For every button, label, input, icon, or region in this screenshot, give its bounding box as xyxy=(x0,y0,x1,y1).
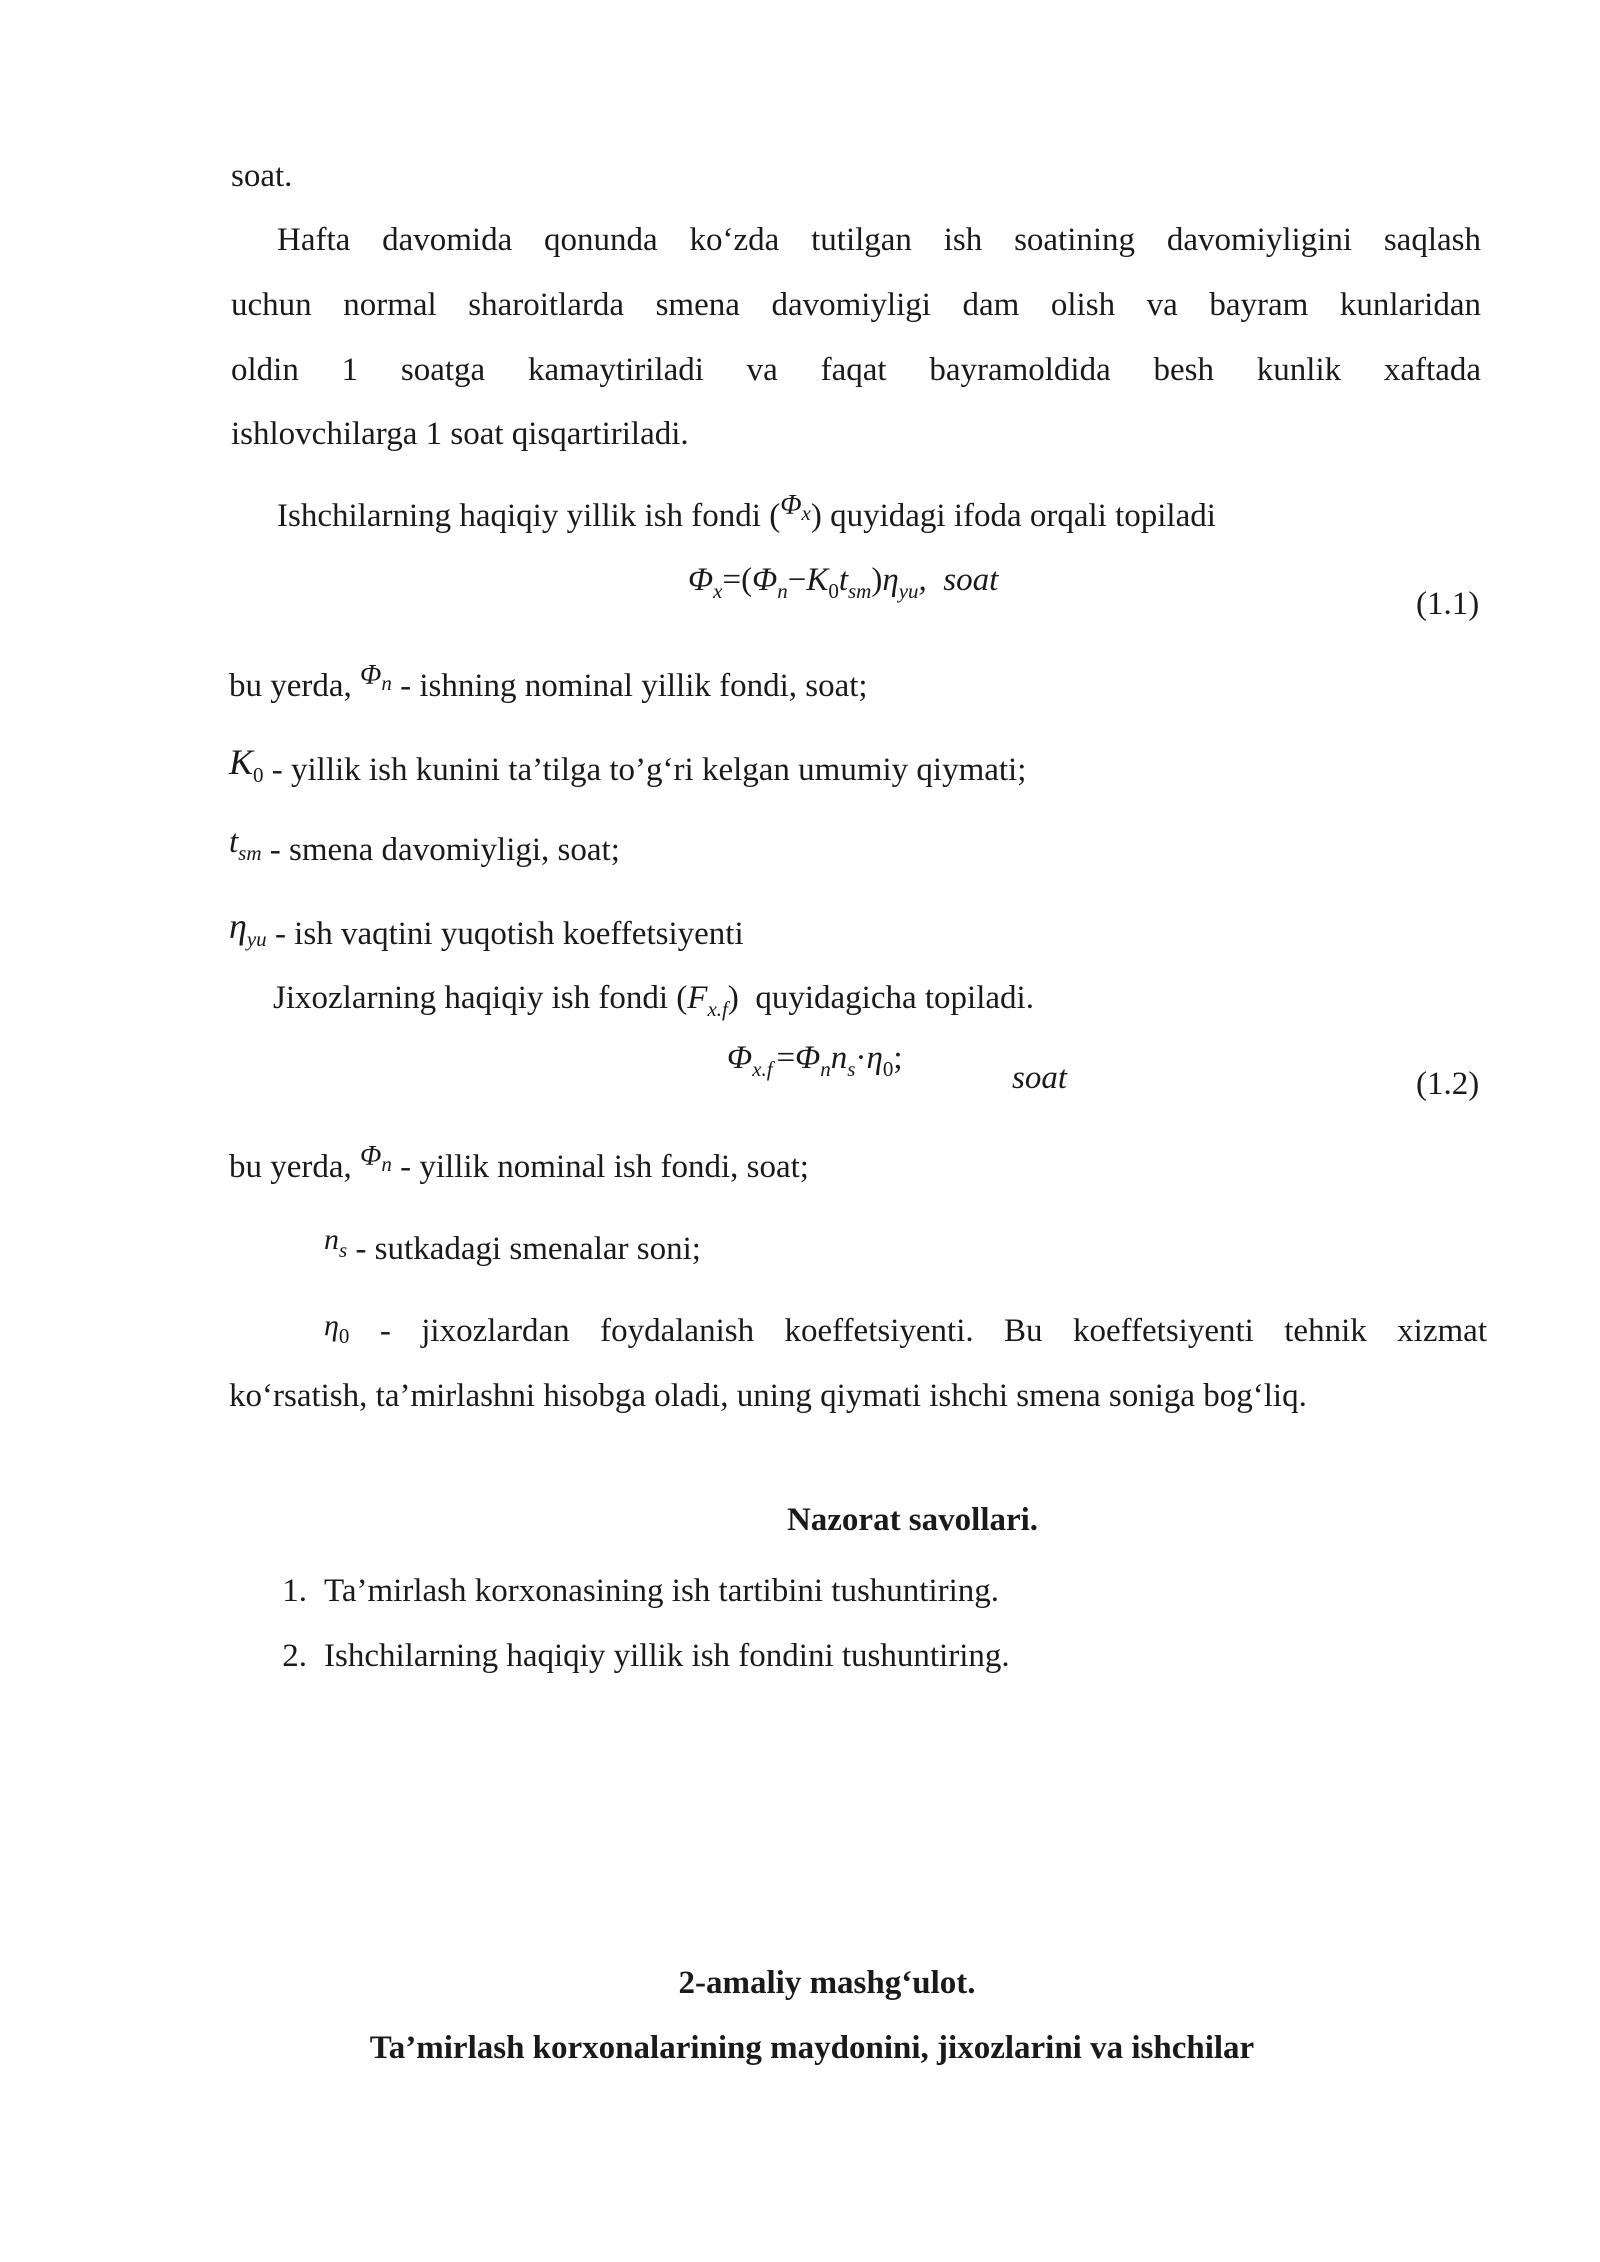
paragraph-line: Hafta davomida qonunda ko‘zda tutilgan ish soatining davomiyligini saqlash xyxy=(277,222,1481,258)
list-text: Ta’mirlash korxonasining ish tartibini tushuntiring. xyxy=(324,1573,1000,1609)
formula-symbol: η xyxy=(882,562,899,598)
formula-subscript: sm xyxy=(848,579,872,603)
paragraph-tail: soat. xyxy=(231,158,293,194)
definition-prefix: bu yerda, xyxy=(229,668,361,704)
definition-subscript: 0 xyxy=(338,1324,350,1348)
definition-phi-n-2 xyxy=(229,1143,809,1194)
definition-prefix: bu yerda, xyxy=(229,1149,361,1185)
formula1-intro xyxy=(277,492,1216,543)
definition-subscript: n xyxy=(381,1152,392,1176)
paragraph-line: uchun normal sharoitlarda smena davomiyligi dam olish va bayram kunlaridan xyxy=(231,287,1481,323)
formula-symbol: η xyxy=(866,1040,883,1076)
phi-symbol: Φ xyxy=(780,490,802,521)
definition-eta-yu xyxy=(229,908,744,961)
definition-eta0 xyxy=(324,1299,1487,1367)
f-symbol: F xyxy=(687,980,708,1016)
formula2-intro xyxy=(273,974,1034,1025)
definition-text: - smena davomiyligi, soat; xyxy=(261,832,620,868)
control-questions-title: Nazorat savollari. xyxy=(786,1502,1039,1538)
definition-text: - ish vaqtini yuqotish koeffetsiyenti xyxy=(266,916,744,952)
definition-symbol: Φ xyxy=(360,660,382,691)
intro-text: Jixozlarning haqiqiy ish fondi ( xyxy=(273,980,688,1016)
intro-text-end: ) quyidagicha topiladi. xyxy=(727,980,1034,1016)
section-title: 2-amaliy mashg‘ulot. xyxy=(678,1965,976,2001)
equation-number-1-2: (1.2) xyxy=(1416,1066,1480,1102)
definition-symbol: η xyxy=(324,1309,339,1342)
formula-subscript: x xyxy=(713,579,723,603)
formula-operator: · xyxy=(855,1040,867,1076)
intro-text-end: ) quyidagi ifoda orqali topiladi xyxy=(810,498,1216,534)
formula-operator: ; xyxy=(893,1040,903,1076)
list-number: 1. xyxy=(282,1573,307,1609)
definition-symbol: t xyxy=(229,824,239,860)
intro-text: Ishchilarning haqiqiy yillik ish fondi ( xyxy=(277,498,781,534)
definition-text: - yillik nominal ish fondi, soat; xyxy=(391,1149,809,1185)
f-subscript: x.f xyxy=(707,997,728,1021)
formula-symbol: Φ xyxy=(727,1040,753,1076)
control-question-item xyxy=(277,1632,1010,1680)
formula-1-1 xyxy=(688,562,999,603)
definition-symbol: K xyxy=(229,742,254,782)
formula-subscript: 0 xyxy=(882,1057,894,1081)
definition-tsm xyxy=(229,826,620,877)
formula-symbol: Φ xyxy=(795,1040,821,1076)
formula-symbol: K xyxy=(806,562,829,598)
definition-subscript: s xyxy=(339,1238,348,1262)
section-subtitle: Ta’mirlash korxonalarining maydonini, jixozlarini va ishchilar xyxy=(369,2030,1255,2066)
formula-subscript: n xyxy=(777,579,788,603)
formula-operator: =( xyxy=(722,562,753,598)
formula-subscript: 0 xyxy=(828,579,839,603)
formula-operator: − xyxy=(787,562,807,598)
formula-1-2 xyxy=(727,1040,903,1081)
definition-subscript: n xyxy=(381,671,392,695)
definition-phi-n xyxy=(229,662,868,713)
paragraph-work-hours xyxy=(231,208,1481,403)
definition-symbol: Φ xyxy=(360,1141,382,1172)
definition-subscript: sm xyxy=(238,841,262,865)
equation-number-1-1: (1.1) xyxy=(1416,586,1480,622)
definition-subscript: yu xyxy=(246,927,267,951)
formula-symbol: Φ xyxy=(688,562,714,598)
formula-unit: , soat xyxy=(918,562,999,598)
formula-subscript: yu xyxy=(898,579,919,603)
formula-symbol: t xyxy=(838,562,848,598)
definition-ns xyxy=(324,1225,701,1276)
definition-k0 xyxy=(229,744,1026,797)
definition-symbol: η xyxy=(229,906,247,946)
formula-subscript: s xyxy=(847,1057,856,1081)
formula-1-2-unit: soat xyxy=(1012,1060,1068,1096)
list-text: Ishchilarning haqiqiy yillik ish fondini tushuntiring. xyxy=(324,1638,1010,1674)
formula-subscript: n xyxy=(820,1057,831,1081)
control-question-item xyxy=(277,1567,999,1615)
definition-text: - jixozlardan foydalanish koeffetsiyenti. Bu koeffetsiyenti tehnik xizmat xyxy=(349,1313,1487,1349)
definition-text: - sutkadagi smenalar soni; xyxy=(347,1231,701,1267)
definition-subscript: 0 xyxy=(253,763,264,787)
formula-subscript: x.f xyxy=(752,1057,773,1081)
formula-symbol: Φ xyxy=(752,562,778,598)
definition-text: - ishning nominal yillik fondi, soat; xyxy=(391,668,868,704)
definition-continuation: ko‘rsatish, ta’mirlashni hisobga oladi, uning qiymati ishchi smena soniga bog‘liq. xyxy=(229,1378,1307,1414)
formula-symbol: n xyxy=(830,1040,848,1076)
definition-symbol: n xyxy=(324,1223,339,1256)
phi-subscript: x xyxy=(801,501,811,525)
list-number: 2. xyxy=(282,1638,307,1674)
formula-operator: = xyxy=(776,1040,796,1076)
formula-operator: ) xyxy=(871,562,883,598)
definition-text: - yillik ish kunini ta’tilga to’g‘ri kelgan umumiy qiymati; xyxy=(263,752,1027,788)
paragraph-line-last: ishlovchilarga 1 soat qisqartiriladi. xyxy=(231,416,689,452)
paragraph-line: oldin 1 soatga kamaytiriladi va faqat bayramoldida besh kunlik xaftada xyxy=(231,352,1481,388)
